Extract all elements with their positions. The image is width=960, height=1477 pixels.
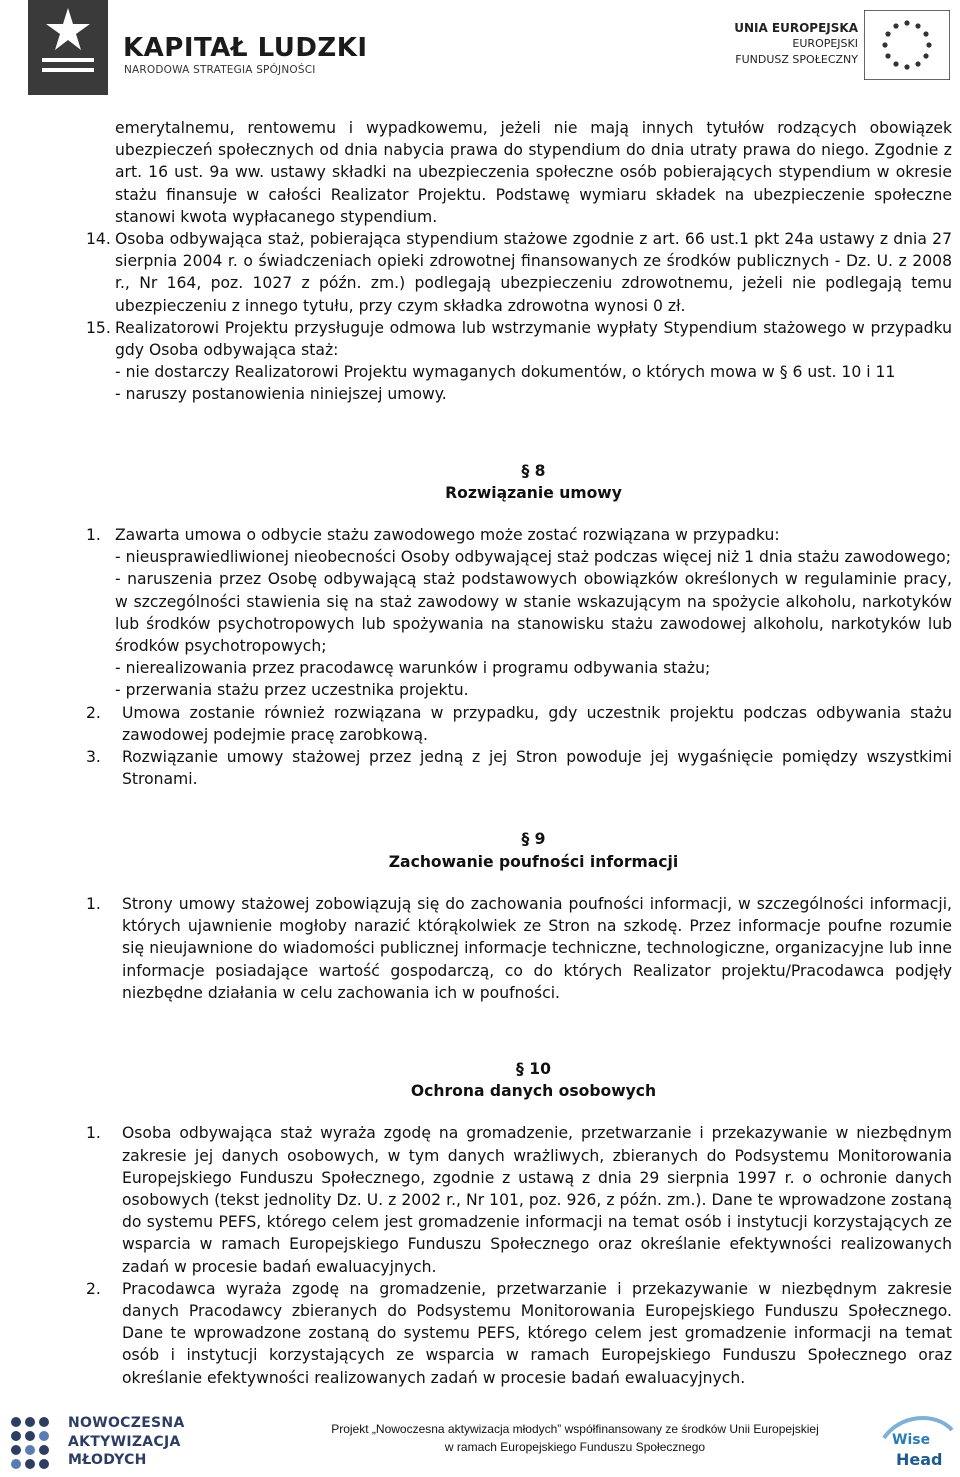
eu-logo-line1: UNIA EUROPEJSKA [734, 21, 858, 35]
footer-center-line1: Projekt „Nowoczesna aktywizacja młodych” współfinansowany ze środków Unii Europejskiej [331, 1422, 819, 1436]
list-text: Zawarta umowa o odbycie stażu zawodowego może zostać rozwiązana w przypadku: [115, 526, 780, 545]
section-8-item-2 [86, 702, 952, 746]
document-body [86, 117, 952, 1389]
footer-center-line2: w ramach Europejskiego Funduszu Społecznego [444, 1440, 706, 1454]
list-number: 3. [86, 748, 101, 767]
kapital-ludzki-logo [28, 0, 368, 95]
list-number: 1. [86, 1124, 101, 1143]
footer-left-text [68, 1414, 185, 1470]
section-8-item-1 [86, 524, 952, 546]
wise-head-logo [880, 1412, 956, 1474]
section-8-title: Rozwiązanie umowy [445, 483, 622, 502]
footer-left-line1: NOWOCZESNA [68, 1415, 185, 1431]
paragraph-13-continuation: emerytalnemu, rentowemu i wypadkowemu, jeżeli nie mają innych tytułów rodzących obowiązek ubezpieczeń społecznych od dnia nabycia prawa do stypendium do dnia utraty prawa do niego. Zgodnie z art. 16 ust. 9a ww. ustawy składki na ubezpieczenia społeczne osób pobierających stypendium w okresie stażu finansuje w całości Realizator Projektu. Podstawę wymiaru składek na ubezpieczenie społeczne stanowi kwota wypłacanego stypendium. [115, 119, 952, 226]
section-9-heading [115, 828, 952, 872]
nowoczesna-aktywizacja-logo [8, 1410, 198, 1474]
list-number: 15. [86, 318, 111, 337]
dots-emblem-icon [8, 1414, 60, 1472]
eu-flag-icon [864, 10, 950, 80]
unia-europejska-logo [732, 8, 952, 86]
footer-left-line3: MŁODYCH [68, 1452, 147, 1468]
list-number: 1. [86, 526, 101, 545]
section-8-item-1-dash-2: - naruszenia przez Osobę odbywającą staż podstawowych obowiązków określonych w regulaminie pracy, w szczególności stawienia się na staż zawodowy w stanie wskazującym na spożycie alkoholu, narkotyków lub środków psychotropowych lub spożywania na stanowisku stażu zawodowej alkoholu, narkotyków lub środków psychotropowych; [115, 570, 952, 656]
section-9-title: Zachowanie poufności informacji [388, 852, 679, 871]
section-10-item-1 [86, 1122, 952, 1277]
head-text: Head [896, 1450, 943, 1469]
section-8-heading [115, 460, 952, 504]
section-8-item-1-dash-4: - przerwania stażu przez uczestnika projektu. [115, 681, 469, 700]
list-text: Osoba odbywająca staż wyraża zgodę na gromadzenie, przetwarzanie i przekazywanie w niezbędnym zakresie jej danych osobowych, w tym danych wrażliwych, zbieranych do Podsystemu Monitorowania Europejskiego Funduszu Społecznego, zgodnie z ustawą z dnia 29 sierpnia 1997 r. o ochronie danych osobowych (tekst jednolity Dz. U. z 2002 r., Nr 101, poz. 926, z późn. zm.). Dane te wprowadzone zostaną do systemu PEFS, którego celem jest gromadzenie informacji na temat osób i instytucji korzystających ze wsparcia w ramach Europejskiego Funduszu Społecznego oraz określanie efektywności realizowanych zadań w procesie badań ewaluacyjnych. [122, 1124, 952, 1276]
section-9-sign: § 9 [521, 830, 546, 849]
kapital-ludzki-title: KAPITAŁ LUDZKI [123, 33, 368, 63]
list-text: Pracodawca wyraża zgodę na gromadzenie, przetwarzanie i przekazywanie w niezbędnym zakresie danych Pracodawcy zbieranych do Podsystemu Monitorowania Europejskiego Funduszu Społecznego. Dane te wprowadzone zostaną do systemu PEFS, którego celem jest gromadzenie informacji na temat osób i instytucji korzystających ze wsparcia w ramach Europejskiego Funduszu Społecznego oraz określanie efektywności realizowanych zadań w procesie badań ewaluacyjnych. [122, 1279, 952, 1387]
section-10-sign: § 10 [516, 1059, 551, 1078]
kapital-ludzki-emblem-icon [28, 0, 108, 95]
list-text: Osoba odbywająca staż, pobierająca stypendium stażowe zgodnie z art. 66 ust.1 pkt 24a ustawy z dnia 27 sierpnia 2004 r. o świadczeniach opieki zdrowotnej finansowanych ze środków publicznych - Dz. U. z 2008 r., Nr 164, poz. 1027 z późn. zm.) podlegają ubezpieczeniu zdrowotnemu, jeżeli nie podlegają temu ubezpieczeniu z innego tytułu, przy czym składka zdrowotna wynosi 0 zł. [115, 230, 952, 315]
section-8-item-3 [86, 746, 952, 790]
list-text: Realizatorowi Projektu przysługuje odmowa lub wstrzymanie wypłaty Stypendium stażowego w przypadku gdy Osoba odbywająca staż: [115, 318, 952, 360]
section-10-title: Ochrona danych osobowych [410, 1082, 657, 1101]
list-number: 14. [86, 230, 111, 249]
list-text: Umowa zostanie również rozwiązana w przypadku, gdy uczestnik projektu podczas odbywania stażu zawodowej podejmie pracę zarobkową. [122, 703, 952, 744]
list-number: 2. [86, 1279, 101, 1298]
kapital-ludzki-subtitle: NARODOWA STRATEGIA SPÓJNOŚCI [124, 64, 316, 76]
footer-project-info [330, 1420, 820, 1456]
list-number: 1. [86, 894, 101, 913]
list-item-14 [86, 228, 952, 317]
list-number: 2. [86, 703, 101, 722]
list-item-15-dash-1: - nie dostarczy Realizatorowi Projektu wymaganych dokumentów, o których mowa w § 6 ust. 10 i 11 [115, 363, 896, 382]
section-8-item-1-dash-3: - nierealizowania przez pracodawcę warunków i programu odbywania stażu; [115, 659, 711, 678]
section-10-heading [115, 1058, 952, 1102]
section-10-item-2 [86, 1278, 952, 1389]
list-item-15 [86, 317, 952, 361]
section-8-sign: § 8 [521, 461, 546, 480]
eu-logo-line2: EUROPEJSKI [792, 37, 858, 50]
list-text: Rozwiązanie umowy stażowej przez jedną z jej Stron powoduje jej wygaśnięcie pomiędzy wszystkimi Stronami. [122, 748, 952, 789]
wise-text: Wise [892, 1432, 931, 1448]
section-8-item-1-dash-1: - nieusprawiedliwionej nieobecności Osoby odbywającej staż podczas więcej niż 1 dnia stażu zawodowego; [115, 548, 951, 567]
section-9-item-1 [86, 893, 952, 1004]
footer-left-line2: AKTYWIZACJA [68, 1433, 181, 1450]
list-text: Strony umowy stażowej zobowiązują się do zachowania poufności informacji, w szczególności informacji, których ujawnienie mogłoby narazić którąkolwiek ze Stron na szkodę. Przez informacje poufne rozumie się nieujawnione do wiadomości publicznej informacje techniczne, technologiczne, organizacyjne lub inne informacje posiadające wartość gospodarczą, co do których Realizator projektu/Pracodawca podjęły niezbędne działania w celu zachowania ich w poufności. [122, 894, 952, 1002]
list-item-15-dash-2: - naruszy postanowienia niniejszej umowy. [115, 385, 447, 404]
eu-logo-text [732, 20, 858, 68]
eu-logo-line3: FUNDUSZ SPOŁECZNY [735, 53, 858, 66]
